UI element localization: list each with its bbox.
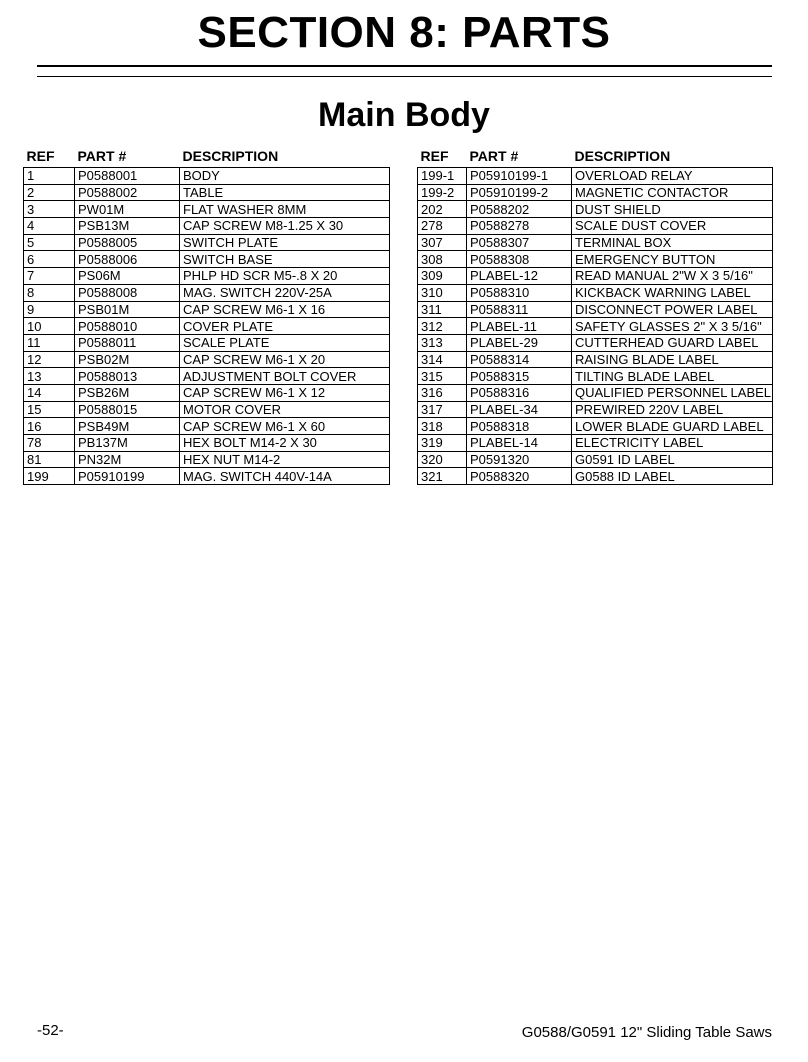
description-cell: HEX BOLT M14-2 X 30 — [180, 435, 390, 452]
part-number-cell: PSB02M — [75, 351, 180, 368]
table-row — [24, 435, 390, 452]
part-number-cell: P05910199-2 — [467, 184, 572, 201]
ref-cell: 317 — [418, 401, 467, 418]
part-number-cell: P0588320 — [467, 468, 572, 485]
ref-cell: 314 — [418, 351, 467, 368]
ref-cell: 319 — [418, 435, 467, 452]
parts-table-right — [417, 145, 773, 485]
part-number-cell: P0588006 — [75, 251, 180, 268]
part-number-cell: P0588001 — [75, 168, 180, 185]
part-number-cell: PLABEL-11 — [467, 318, 572, 335]
ref-cell: 199 — [24, 468, 75, 485]
description-cell: G0588 ID LABEL — [572, 468, 773, 485]
description-cell: CAP SCREW M6-1 X 20 — [180, 351, 390, 368]
part-number-cell: P0588002 — [75, 184, 180, 201]
ref-cell: 199-2 — [418, 184, 467, 201]
ref-cell: 1 — [24, 168, 75, 185]
header-rule-thin — [37, 76, 772, 77]
description-cell: MOTOR COVER — [180, 401, 390, 418]
part-column-header: PART # — [77, 147, 127, 164]
ref-cell: 14 — [24, 384, 75, 401]
part-number-cell: P0588307 — [467, 234, 572, 251]
ref-cell: 7 — [24, 268, 75, 285]
ref-cell: 16 — [24, 418, 75, 435]
description-cell: SWITCH PLATE — [180, 234, 390, 251]
table-header-row — [24, 145, 390, 168]
description-cell: HEX NUT M14-2 — [180, 451, 390, 468]
table-row — [418, 368, 773, 385]
part-number-cell: P0588318 — [467, 418, 572, 435]
description-cell: TABLE — [180, 184, 390, 201]
ref-cell: 15 — [24, 401, 75, 418]
ref-cell: 316 — [418, 384, 467, 401]
table-row — [418, 301, 773, 318]
table-row — [24, 251, 390, 268]
ref-cell: 307 — [418, 234, 467, 251]
ref-cell: 318 — [418, 418, 467, 435]
table-row — [418, 435, 773, 452]
description-cell: CAP SCREW M6-1 X 16 — [180, 301, 390, 318]
part-number-cell: PLABEL-29 — [467, 334, 572, 351]
part-number-cell: P0588013 — [75, 368, 180, 385]
description-cell: QUALIFIED PERSONNEL LABEL — [572, 384, 773, 401]
description-cell: RAISING BLADE LABEL — [572, 351, 773, 368]
description-cell: ELECTRICITY LABEL — [572, 435, 773, 452]
description-cell: DUST SHIELD — [572, 201, 773, 218]
description-cell: MAG. SWITCH 440V-14A — [180, 468, 390, 485]
description-cell: MAG. SWITCH 220V-25A — [180, 284, 390, 301]
ref-cell: 2 — [24, 184, 75, 201]
description-cell: PREWIRED 220V LABEL — [572, 401, 773, 418]
part-number-cell: P0588011 — [75, 334, 180, 351]
table-row — [418, 451, 773, 468]
part-number-cell: PLABEL-12 — [467, 268, 572, 285]
table-row — [418, 401, 773, 418]
ref-cell: 5 — [24, 234, 75, 251]
part-number-cell: PN32M — [75, 451, 180, 468]
description-cell: TERMINAL BOX — [572, 234, 773, 251]
table-row — [418, 234, 773, 251]
part-number-cell: P05910199 — [75, 468, 180, 485]
section-title: SECTION 8: PARTS — [197, 8, 611, 57]
ref-cell: 309 — [418, 268, 467, 285]
table-row — [24, 401, 390, 418]
part-number-cell: P0588202 — [467, 201, 572, 218]
description-cell: SCALE DUST COVER — [572, 218, 773, 235]
ref-cell: 6 — [24, 251, 75, 268]
description-cell: LOWER BLADE GUARD LABEL — [572, 418, 773, 435]
table-row — [418, 284, 773, 301]
description-cell: READ MANUAL 2"W X 3 5/16" — [572, 268, 773, 285]
description-cell: PHLP HD SCR M5-.8 X 20 — [180, 268, 390, 285]
description-cell: OVERLOAD RELAY — [572, 168, 773, 185]
part-number-cell: P0588008 — [75, 284, 180, 301]
part-number-cell: PW01M — [75, 201, 180, 218]
part-number-cell: PSB26M — [75, 384, 180, 401]
description-cell: SCALE PLATE — [180, 334, 390, 351]
ref-cell: 12 — [24, 351, 75, 368]
description-cell: CUTTERHEAD GUARD LABEL — [572, 334, 773, 351]
part-number-cell: P0588310 — [467, 284, 572, 301]
table-row — [418, 384, 773, 401]
ref-cell: 8 — [24, 284, 75, 301]
ref-cell: 321 — [418, 468, 467, 485]
ref-cell: 4 — [24, 218, 75, 235]
part-number-cell: PSB49M — [75, 418, 180, 435]
ref-cell: 320 — [418, 451, 467, 468]
table-row — [24, 201, 390, 218]
part-number-cell: PLABEL-34 — [467, 401, 572, 418]
part-number-cell: PB137M — [75, 435, 180, 452]
description-cell: KICKBACK WARNING LABEL — [572, 284, 773, 301]
ref-cell: 78 — [24, 435, 75, 452]
ref-cell: 315 — [418, 368, 467, 385]
table-row — [418, 168, 773, 185]
table-row — [418, 201, 773, 218]
part-number-cell: PSB13M — [75, 218, 180, 235]
part-number-cell: P0588010 — [75, 318, 180, 335]
ref-cell: 11 — [24, 334, 75, 351]
ref-cell: 3 — [24, 201, 75, 218]
description-cell: COVER PLATE — [180, 318, 390, 335]
ref-column-header: REF — [26, 147, 55, 164]
description-cell: TILTING BLADE LABEL — [572, 368, 773, 385]
table-row — [24, 284, 390, 301]
part-number-cell: P0591320 — [467, 451, 572, 468]
description-cell: FLAT WASHER 8MM — [180, 201, 390, 218]
page-subtitle: Main Body — [318, 96, 490, 134]
part-number-cell: P05910199-1 — [467, 168, 572, 185]
ref-cell: 202 — [418, 201, 467, 218]
description-column-header: DESCRIPTION — [182, 147, 279, 164]
ref-cell: 9 — [24, 301, 75, 318]
ref-cell: 10 — [24, 318, 75, 335]
part-number-cell: P0588005 — [75, 234, 180, 251]
table-row — [24, 301, 390, 318]
table-row — [24, 468, 390, 485]
description-cell: MAGNETIC CONTACTOR — [572, 184, 773, 201]
table-row — [24, 268, 390, 285]
page-number: -52- — [37, 1022, 64, 1039]
part-number-cell: P0588311 — [467, 301, 572, 318]
description-column-header: DESCRIPTION — [574, 147, 671, 164]
ref-cell: 310 — [418, 284, 467, 301]
part-number-cell: PS06M — [75, 268, 180, 285]
part-column-header: PART # — [469, 147, 519, 164]
table-row — [24, 218, 390, 235]
table-row — [24, 451, 390, 468]
table-row — [24, 368, 390, 385]
ref-cell: 199-1 — [418, 168, 467, 185]
ref-cell: 308 — [418, 251, 467, 268]
table-row — [418, 268, 773, 285]
table-row — [418, 251, 773, 268]
ref-cell: 81 — [24, 451, 75, 468]
description-cell: SAFETY GLASSES 2" X 3 5/16" — [572, 318, 773, 335]
description-cell: DISCONNECT POWER LABEL — [572, 301, 773, 318]
ref-cell: 13 — [24, 368, 75, 385]
manual-title: G0588/G0591 12" Sliding Table Saws — [521, 1024, 772, 1041]
part-number-cell: P0588315 — [467, 368, 572, 385]
ref-cell: 313 — [418, 334, 467, 351]
table-row — [24, 234, 390, 251]
table-header-row — [418, 145, 773, 168]
table-row — [418, 318, 773, 335]
part-number-cell: P0588314 — [467, 351, 572, 368]
table-row — [24, 184, 390, 201]
ref-cell: 312 — [418, 318, 467, 335]
description-cell: SWITCH BASE — [180, 251, 390, 268]
description-cell: CAP SCREW M6-1 X 12 — [180, 384, 390, 401]
description-cell: CAP SCREW M6-1 X 60 — [180, 418, 390, 435]
parts-table-left — [23, 145, 390, 485]
table-row — [418, 351, 773, 368]
ref-cell: 311 — [418, 301, 467, 318]
table-row — [24, 351, 390, 368]
table-row — [24, 334, 390, 351]
table-row — [418, 468, 773, 485]
part-number-cell: P0588308 — [467, 251, 572, 268]
description-cell: ADJUSTMENT BOLT COVER — [180, 368, 390, 385]
ref-cell: 278 — [418, 218, 467, 235]
table-row — [418, 334, 773, 351]
part-number-cell: P0588278 — [467, 218, 572, 235]
description-cell: BODY — [180, 168, 390, 185]
header-rule-thick — [37, 65, 772, 67]
table-row — [24, 384, 390, 401]
table-row — [418, 418, 773, 435]
ref-column-header: REF — [420, 147, 449, 164]
table-row — [24, 418, 390, 435]
part-number-cell: P0588015 — [75, 401, 180, 418]
part-number-cell: PLABEL-14 — [467, 435, 572, 452]
description-cell: EMERGENCY BUTTON — [572, 251, 773, 268]
table-row — [24, 168, 390, 185]
table-row — [418, 184, 773, 201]
table-row — [418, 218, 773, 235]
description-cell: G0591 ID LABEL — [572, 451, 773, 468]
table-row — [24, 318, 390, 335]
part-number-cell: PSB01M — [75, 301, 180, 318]
description-cell: CAP SCREW M8-1.25 X 30 — [180, 218, 390, 235]
part-number-cell: P0588316 — [467, 384, 572, 401]
